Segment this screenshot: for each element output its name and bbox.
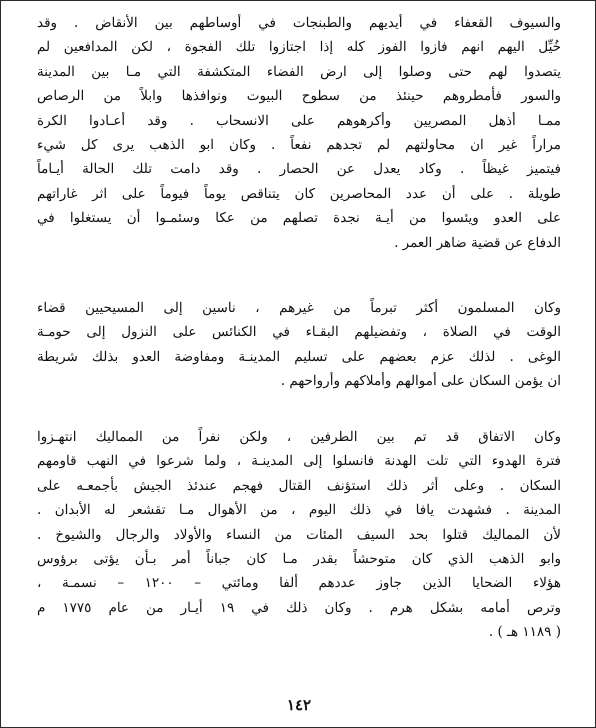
text-line: السكان . وعلى أثر ذلك استؤنف القتال فهجم عندئذ الجيش بأجمعـه على bbox=[37, 477, 561, 494]
text-line: يتصدوا لهم حتى وصلوا إلى ارض الفضاء المتكشفة التي مـا بين المدينة bbox=[37, 63, 561, 80]
text-line: وترص أمامه بشكل هرم . وكان ذلك في ١٩ أيـار من عام ١٧٧٥ م bbox=[37, 599, 561, 616]
text-line: على العدو ويئسوا من أيـة نجدة تصلهم من عكا وسئمـوا أن يستغلوا في bbox=[37, 210, 561, 227]
text-line: وابو الذهب الذي كان متوحشاً بقدر مـا كان جباناً أمر بـأن يؤتى برؤوس bbox=[37, 550, 561, 567]
text-line: المدينة . فشهدت يافا في ذلك اليوم ، من الأهوال مـا تقشعر له الأبدان . bbox=[37, 502, 561, 519]
text-line: وكان الاتفاق قد تم بين الطرفين ، ولكن نفراً من المماليك انتهـزوا bbox=[37, 429, 561, 445]
text-line: طويلة . على أن عدد المحاصرين كان يتناقص يوماً فيوماً على اثر غاراتهم bbox=[37, 185, 561, 202]
text-line: هؤلاء الضحايا الذين جاوز عددهم ألفا ومائتي – ١٢٠٠ – نسمـة ، bbox=[37, 575, 561, 592]
text-line: فترة الهدوء التي تلت الهدنة فانسلوا إلى المدينـة ، ولما شرعوا في النهب قاومهم bbox=[37, 453, 561, 470]
text-line: فيتميز غيظاً . وكاد يعدل عن الحصار . وقد دامت تلك الحالة أيـاماً bbox=[37, 161, 561, 178]
text-line: مراراً غير ان محاولتهم لم تجدهم نفعاً . وكان ابو الذهب يرى كل شيء bbox=[37, 136, 561, 153]
paragraph-3 bbox=[37, 425, 561, 645]
text-line: الوغى . لذلك عزم بعضهم على تسليم المدينـة ومفاوضة العدو بذلك شريطة bbox=[37, 348, 561, 365]
text-line: وكان المسلمون أكثر تبرماً من غيرهم ، ناسين إلى المسيحيين قضاء bbox=[37, 300, 561, 316]
text-line: ان يؤمن السكان على أموالهم وأملاكهم وأرواحهم . bbox=[280, 373, 561, 390]
text-line: ( ١١٨٩ هـ ) . bbox=[488, 624, 561, 641]
text-line: الوقت في الصلاة ، وتفضيلهم البقـاء في الكنائس على النزول إلى حومـة bbox=[37, 324, 561, 341]
text-line: لأن المماليك قتلوا بحد السيف المئات من النساء والأولاد والرجال والشيوخ . bbox=[37, 526, 561, 543]
paragraph-2 bbox=[37, 296, 561, 394]
paragraph-1 bbox=[37, 11, 561, 255]
text-line: ممـا أذهل المصريين وأكرهوهم على الانسحاب . وقد أعـادوا الكرة bbox=[37, 112, 561, 129]
text-line: والسيوف القعفاء في أيديهم والطبنجات في أوساطهم بين الأنقاض . وقد bbox=[37, 15, 561, 31]
text-line: الدفاع عن قضية ضاهر العمر . bbox=[394, 234, 561, 251]
page-number: ١٤٢ bbox=[286, 696, 312, 714]
text-line: خُيِّل اليهم انهم فازوا الفوز كله إذا اجتازوا تلك الفجوة ، لكن المدافعين لم bbox=[37, 39, 561, 56]
text-line: والسور فأمطروهم حينئذ من سطوح البيوت ونوافذها وابلاً من الرصاص bbox=[37, 88, 561, 105]
